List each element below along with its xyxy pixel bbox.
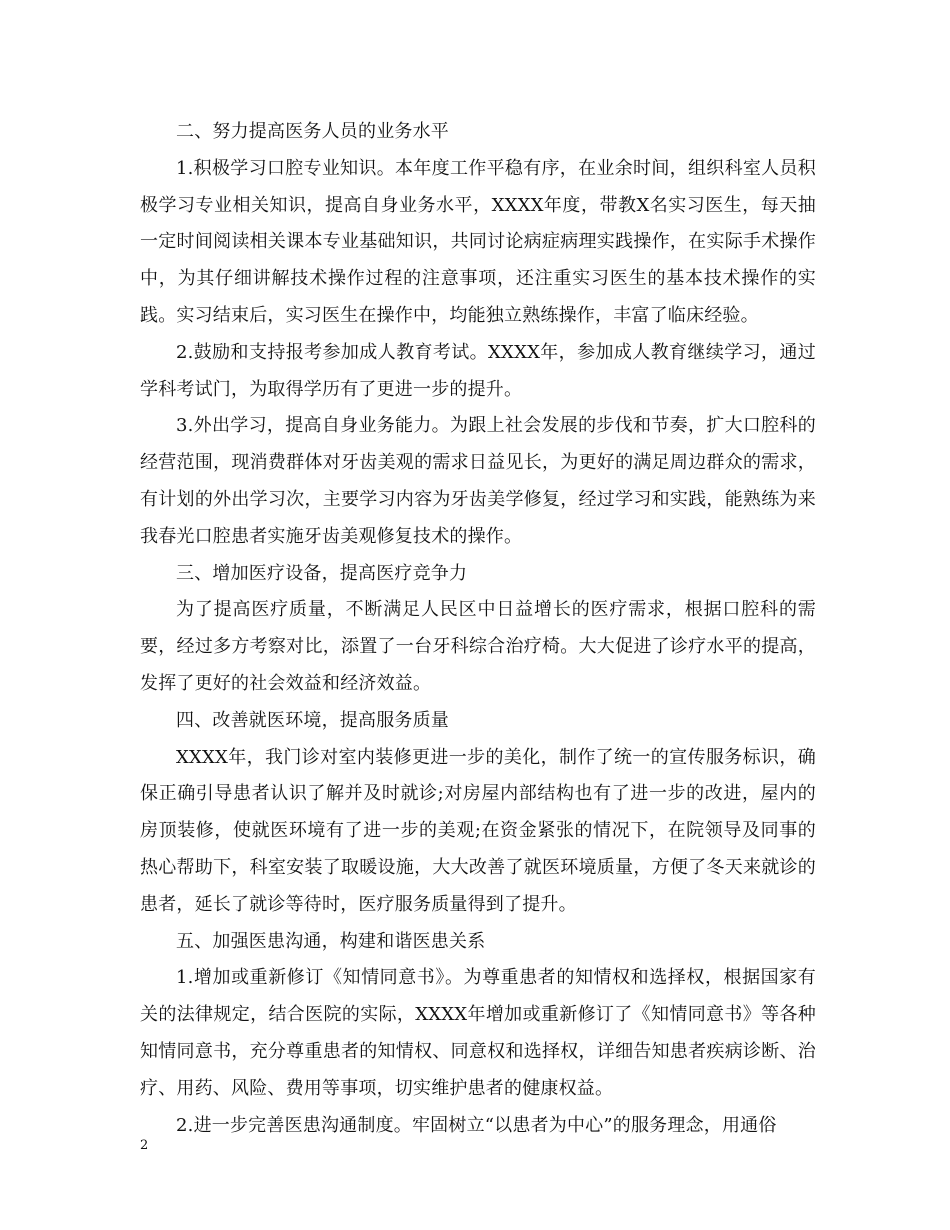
paragraph-environment: XXXX年，我门诊对室内装修更进一步的美化，制作了统一的宣传服务标识，确保正确引导患者认识了解并及时就诊;对房屋内部结构也有了进一步的改进，屋内的房顶装修，使就医环境有了进一步的美观;在资金紧张的情况下，在院领导及同事的热心帮助下，科室安装了取暖设施，大大改善了就医环境质量，方便了冬天来就诊的患者，延长了就诊等待时，医疗服务质量得到了提升。	[140, 746, 816, 915]
paragraph-consent-form: 1.增加或重新修订《知情同意书》。为尊重患者的知情权和选择权，根据国家有关的法律规定，结合医院的实际，XXXX年增加或重新修订了《知情同意书》等各种知情同意书，充分尊重患者的知情权、同意权和选择权，详细告知患者疾病诊断、治疗、用药、风险、费用等事项，切实维护患者的健康权益。	[140, 967, 816, 1099]
document-body	[140, 114, 816, 1144]
section-heading-4: 四、改善就医环境，提高服务质量	[176, 709, 449, 731]
section-heading-2: 二、努力提高医务人员的业务水平	[176, 121, 449, 142]
section-heading-3: 三、增加医疗设备，提高医疗竞争力	[176, 562, 468, 584]
paragraph-study-knowledge: 1.积极学习口腔专业知识。本年度工作平稳有序，在业余时间，组织科室人员积极学习专业相关知识，提高自身业务水平，XXXX年度，带教X名实习医生，每天抽一定时间阅读相关课本专业基础知识，共同讨论病症病理实践操作，在实际手术操作中，为其仔细讲解技术操作过程的注意事项，还注重实习医生的基本技术操作的实践。实习结束后，实习医生在操作中，均能独立熟练操作，丰富了临床经验。	[140, 157, 816, 326]
paragraph-external-study: 3.外出学习，提高自身业务能力。为跟上社会发展的步伐和节奏，扩大口腔科的经营范围，现消费群体对牙齿美观的需求日益见长，为更好的满足周边群众的需求，有计划的外出学习次，主要学习内容为牙齿美学修复，经过学习和实践，能熟练为来我春光口腔患者实施牙齿美观修复技术的操作。	[140, 415, 816, 547]
paragraph-adult-education: 2.鼓励和支持报考参加成人教育考试。XXXX年，参加成人教育继续学习，通过学科考试门，为取得学历有了更进一步的提升。	[140, 341, 816, 400]
paragraph-equipment: 为了提高医疗质量，不断满足人民区中日益增长的医疗需求，根据口腔科的需要，经过多方考察对比，添置了一台牙科综合治疗椅。大大促进了诊疗水平的提高，发挥了更好的社会效益和经济效益。	[140, 599, 816, 694]
page-number: 2	[140, 1138, 149, 1153]
section-heading-5: 五、加强医患沟通，构建和谐医患关系	[176, 930, 486, 952]
paragraph-communication: 2.进一步完善医患沟通制度。牢固树立“以患者为中心”的服务理念，用通俗	[176, 1114, 777, 1136]
